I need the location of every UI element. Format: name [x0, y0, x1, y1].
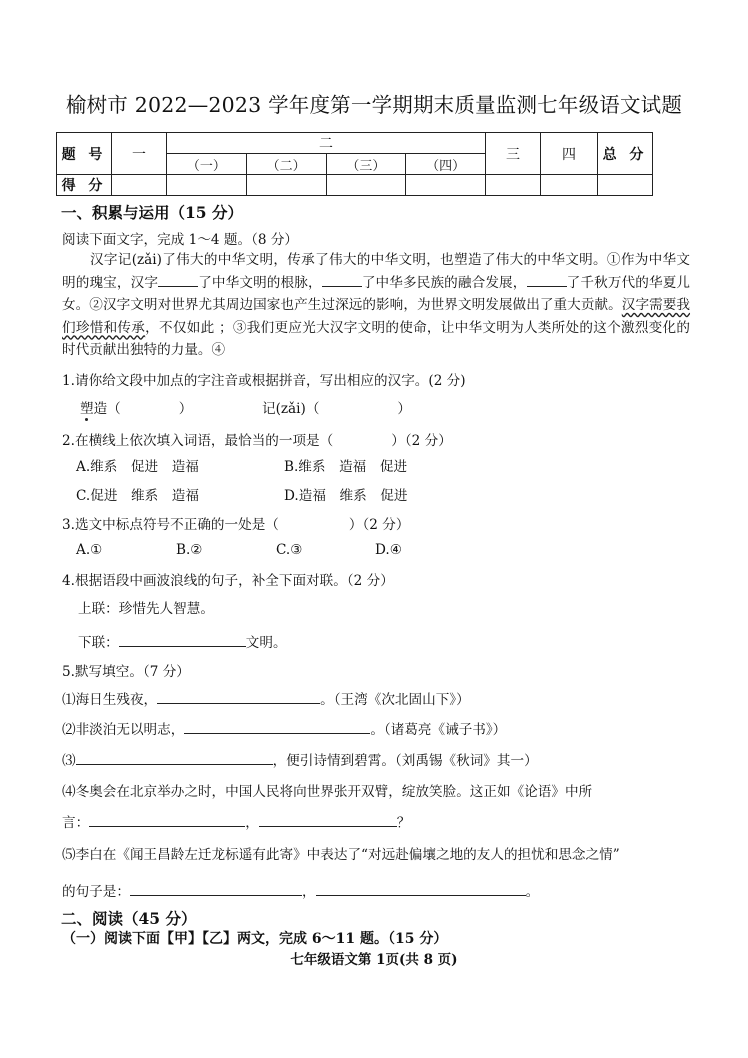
score-cell[interactable]	[486, 175, 541, 196]
q2-option-b[interactable]: B.维系 造福 促进	[284, 459, 408, 475]
q5-5-mid: ，	[301, 884, 316, 900]
q4-lower-prefix: 下联：	[78, 635, 119, 651]
fill-blank[interactable]	[158, 273, 198, 287]
q5-5-suffix: 。	[525, 884, 540, 900]
score-table-col-3: 三	[486, 133, 541, 175]
q5-item-4-line2	[62, 811, 410, 831]
q2-option-d[interactable]: D.造福 维系 促进	[284, 488, 408, 504]
q1-a	[80, 397, 192, 417]
section1-intro: 阅读下面文字，完成 1～4 题。（8 分）	[62, 232, 299, 248]
q5-1-suffix: 。（王湾《次北固山下》）	[320, 692, 470, 708]
answer-line[interactable]	[89, 813, 245, 827]
q3-option-d[interactable]: D.④	[375, 542, 402, 558]
score-cell[interactable]	[541, 175, 598, 196]
q5-1-prefix: ⑴海日生残夜，	[62, 692, 158, 708]
score-table-col-1: 一	[112, 133, 167, 175]
q5-item-5-line2	[62, 880, 539, 900]
passage-text: ，不仅如此 ；③我们更应光大汉字文明的使命，让中华文明为人类所处的这个激烈变化的时代贡献出独特的力量。④	[62, 319, 690, 359]
q5-stem: 5.默写填空。（7 分）	[62, 664, 190, 680]
passage-text: 了中华文明的根脉，	[198, 274, 322, 291]
q4-lower-couplet	[78, 631, 287, 651]
score-table-col-2: 二	[167, 133, 486, 154]
q3-text-end: ）（2 分）	[348, 517, 410, 533]
q4-lower-suffix: 文明。	[245, 635, 287, 651]
q2-option-a[interactable]: A.维系 促进 造福	[76, 459, 199, 475]
q5-4-prefix: 言：	[62, 815, 90, 831]
section2-heading: 二、阅读（45 分）	[61, 909, 197, 928]
q2-stem	[62, 429, 452, 449]
q4-stem: 4.根据语段中画波浪线的句子，补全下面对联。（2 分）	[62, 573, 394, 589]
passage-text: 了中华多民族的融合发展，	[361, 274, 527, 291]
answer-line[interactable]	[119, 633, 246, 647]
q5-4-suffix: ？	[396, 815, 411, 831]
score-table-sub-2: （二）	[246, 154, 326, 175]
q5-item-1	[62, 688, 470, 708]
reading-passage	[62, 249, 690, 362]
page-title: 榆树市 2022—2023 学年度第一学期期末质量监测七年级语文试题	[65, 93, 683, 117]
score-cell[interactable]	[167, 175, 247, 196]
answer-line[interactable]	[316, 882, 526, 896]
score-table-sub-3: （三）	[326, 154, 406, 175]
wavy-underlined-sentence: 汉字需要我们珍惜和传承	[62, 297, 691, 336]
q5-2-prefix: ⑵非淡泊无以明志，	[62, 722, 185, 738]
page-footer: 七年级语文第 1页(共 8 页)	[290, 952, 458, 968]
score-table-col-total: 总 分	[598, 133, 653, 175]
q5-3-prefix: ⑶	[62, 753, 76, 769]
answer-line[interactable]	[76, 751, 273, 765]
q1-stem: 1.请你给文段中加点的字注音或根据拼音，写出相应的汉字。(2 分)	[62, 373, 466, 389]
q1-b-text: 记(zǎi)（	[262, 401, 320, 417]
section1-heading: 一、积累与运用（15 分）	[61, 203, 243, 222]
q2-text: 2.在横线上依次填入词语，最恰当的一项是（	[62, 433, 334, 449]
q3-stem	[62, 513, 409, 533]
section2-sub1: （一）阅读下面【甲】【乙】两文，完成 6～11 题。（15 分）	[62, 931, 448, 947]
q1-a-close: ）	[178, 401, 193, 417]
q3-option-b[interactable]: B.②	[176, 542, 203, 558]
answer-line[interactable]	[157, 690, 320, 704]
answer-line[interactable]	[259, 813, 397, 827]
score-cell[interactable]	[246, 175, 326, 196]
q3-option-c[interactable]: C.③	[276, 542, 303, 558]
q5-item-2	[62, 718, 506, 738]
passage-text: 汉字记(zǎi)了伟大的中华文明，传承了伟大的中华文明，也塑造了伟大的中华文明。①作为中华文明的瑰宝，汉字	[62, 252, 690, 291]
q5-5-prefix: 的句子是：	[62, 884, 130, 900]
q5-item-3	[62, 749, 538, 769]
score-cell[interactable]	[406, 175, 486, 196]
score-cell[interactable]	[326, 175, 406, 196]
q2-option-c[interactable]: C.促进 维系 造福	[76, 488, 199, 504]
q5-2-suffix: 。（诸葛亮《诫子书》）	[370, 722, 507, 738]
dotted-char: 塑	[80, 401, 94, 417]
score-cell[interactable]	[598, 175, 653, 196]
q1-b	[262, 397, 411, 417]
score-cell[interactable]	[112, 175, 167, 196]
score-table-header-label: 题 号	[57, 133, 112, 175]
score-table-sub-4: （四）	[406, 154, 486, 175]
answer-line[interactable]	[130, 882, 302, 896]
passage-text: 了千秋万代的华夏儿女。②汉字文明对世界尤其周边国家也产生过深远的影响，为世界文明发展做出了重大贡献。	[62, 274, 691, 314]
q3-option-a[interactable]: A.①	[76, 542, 103, 558]
score-table-sub-1: （一）	[167, 154, 247, 175]
q2-text-end: ）（2 分）	[391, 433, 452, 449]
answer-line[interactable]	[184, 720, 370, 734]
q1-a-text: 造（	[93, 401, 121, 417]
score-table-score-label: 得 分	[57, 175, 112, 196]
score-table-col-4: 四	[541, 133, 598, 175]
q4-upper-couplet: 上联：珍惜先人智慧。	[78, 601, 214, 617]
q1-b-close: ）	[397, 401, 412, 417]
q5-3-suffix: ，便引诗情到碧霄。（刘禹锡《秋词》其一）	[272, 753, 538, 769]
q5-4-mid: ，	[245, 815, 259, 831]
q5-item-5-line1: ⑸李白在《闻王昌龄左迁龙标遥有此寄》中表达了“对远赴偏壤之地的友人的担忧和思念之情”	[62, 847, 620, 863]
fill-blank[interactable]	[527, 273, 567, 287]
q3-text: 3.选文中标点符号不正确的一处是（	[62, 517, 279, 533]
q5-item-4-line1: ⑷冬奥会在北京举办之时，中国人民将向世界张开双臂，绽放笑脸。这正如《论语》中所	[62, 784, 593, 800]
fill-blank[interactable]	[322, 273, 362, 287]
score-table	[56, 132, 653, 196]
